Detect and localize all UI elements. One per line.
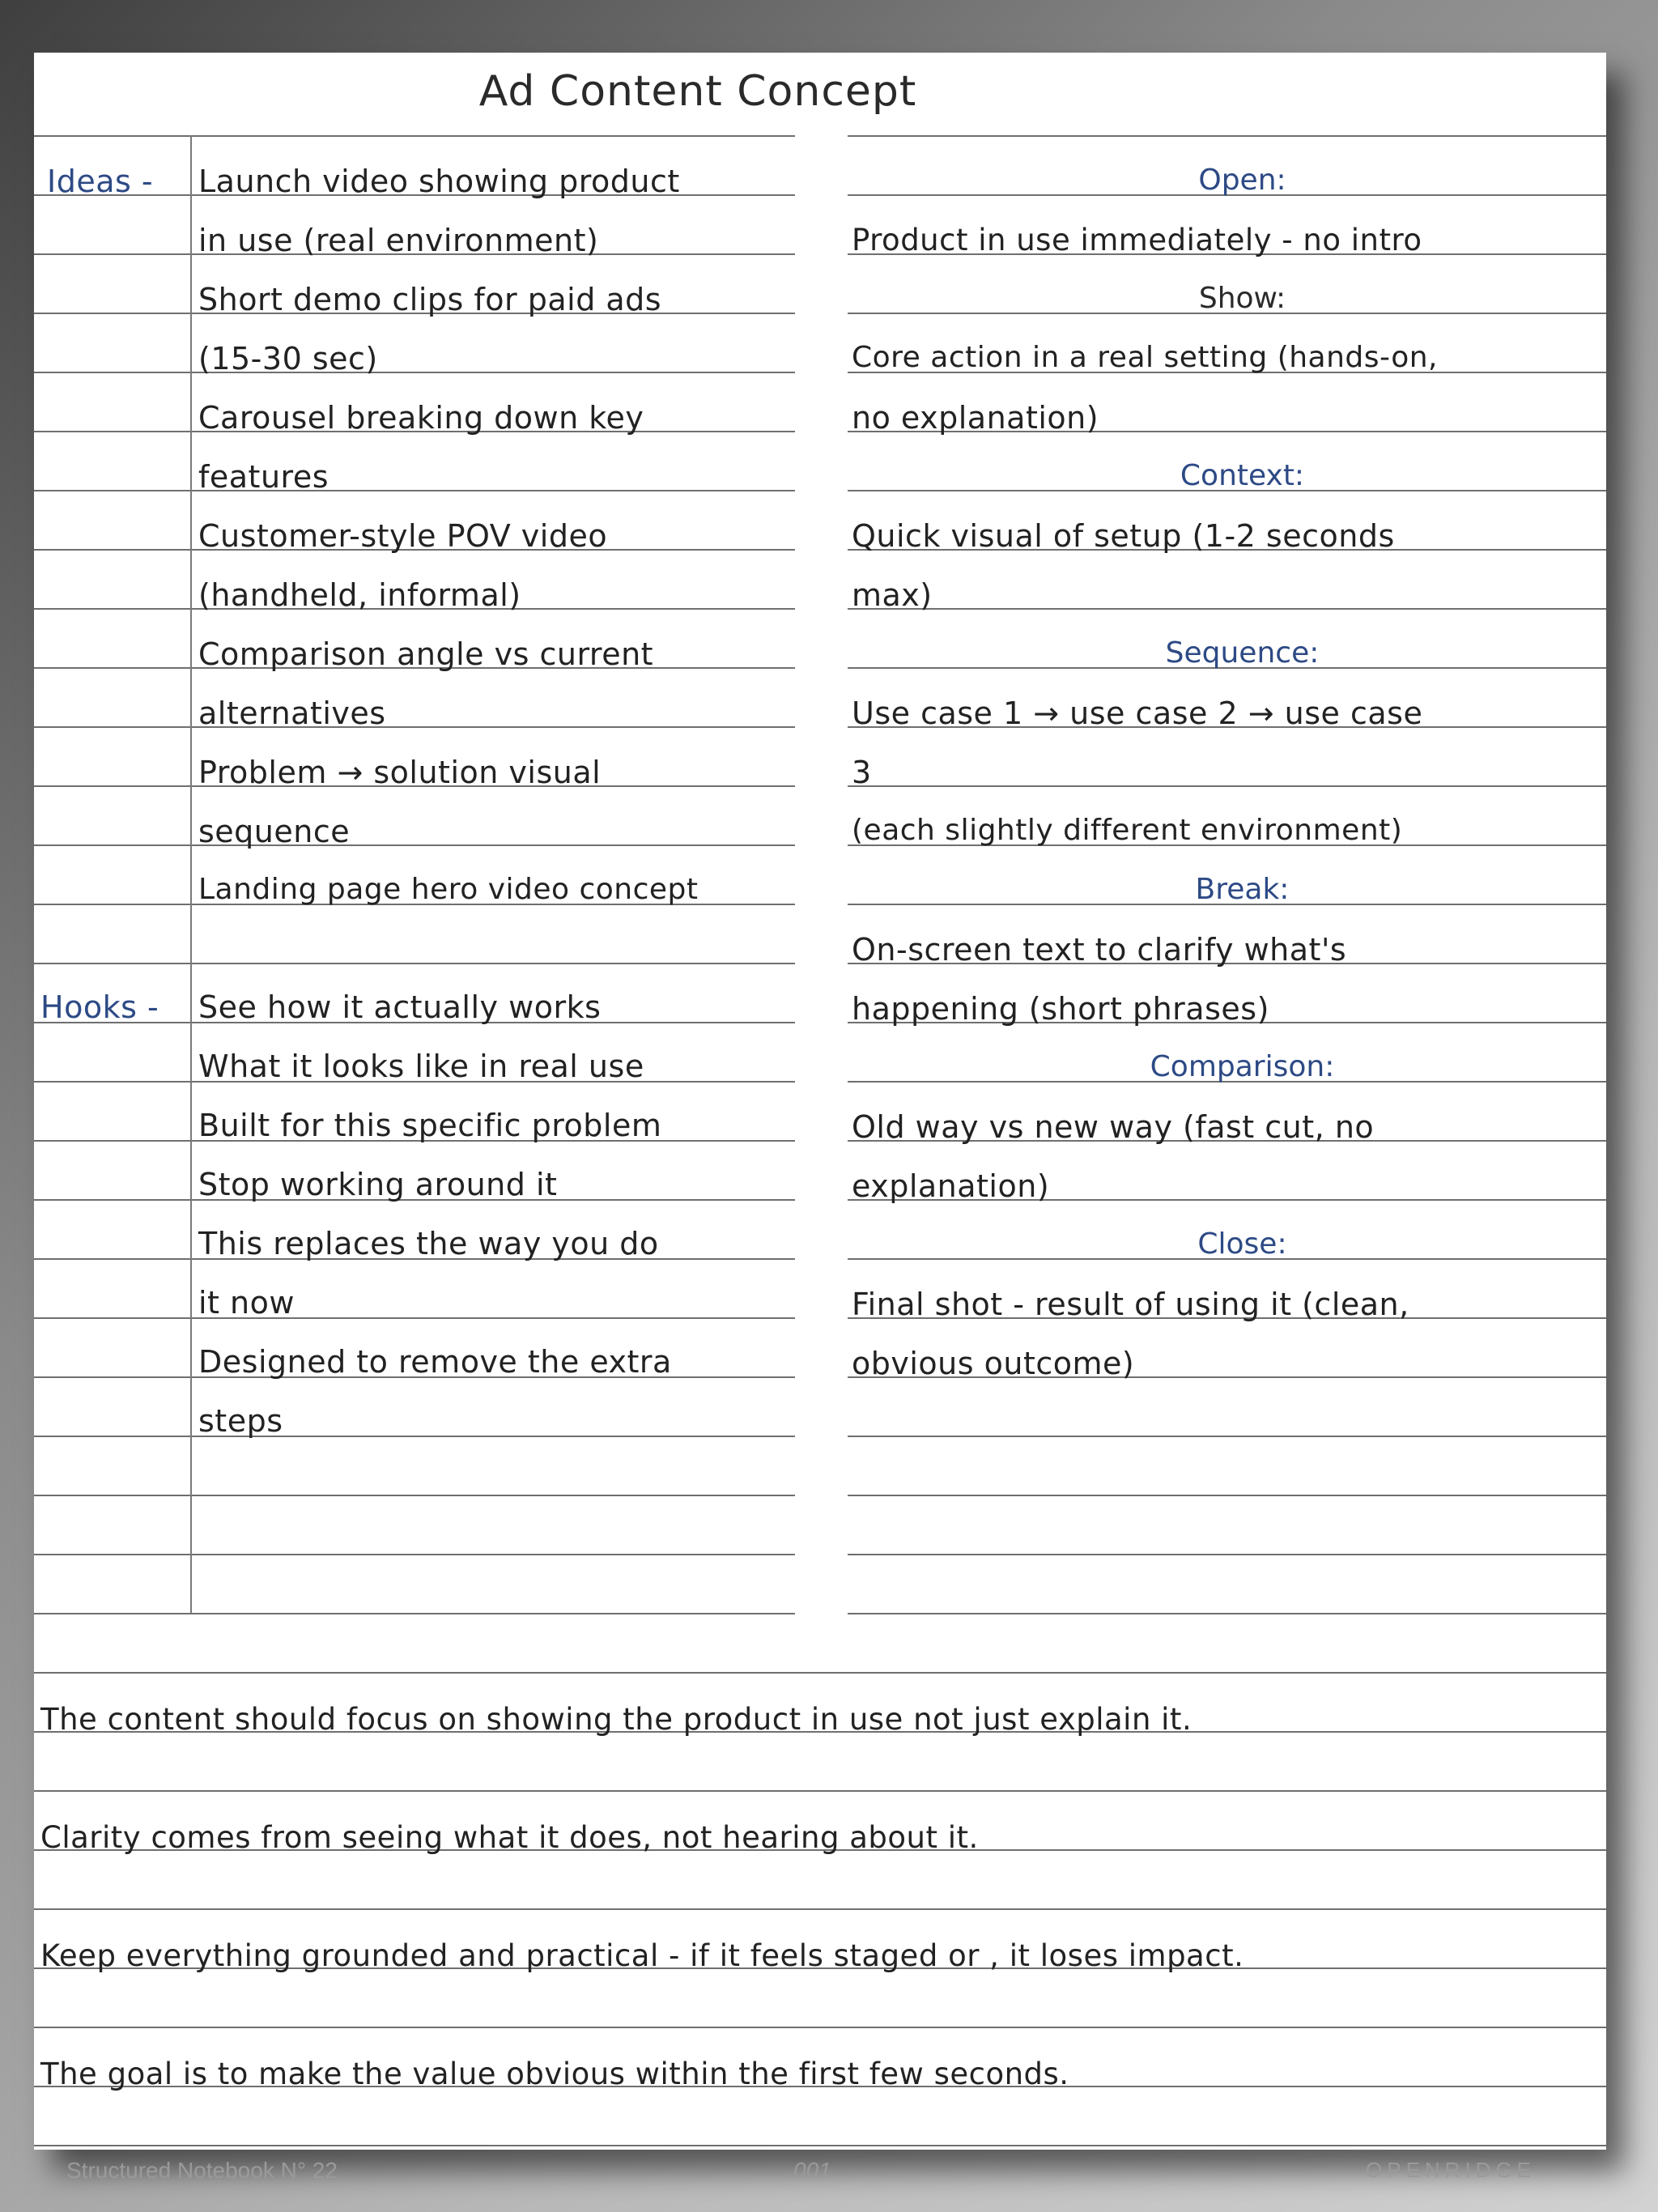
idea-line: (handheld, informal) <box>198 577 521 613</box>
rule-line <box>34 1613 795 1614</box>
break-line: On-screen text to clarify what's <box>852 932 1347 968</box>
context-line: Quick visual of setup (1-2 seconds <box>852 518 1395 554</box>
comparison-line: Old way vs new way (fast cut, no <box>852 1109 1375 1145</box>
rule-line <box>848 1436 1606 1437</box>
summary-note: The content should focus on showing the product in use not just explain it. <box>40 1702 1192 1737</box>
comparison-line: explanation) <box>852 1168 1050 1204</box>
open-heading: Open: <box>1198 164 1286 197</box>
sequence-heading: Sequence: <box>1165 636 1320 670</box>
rule-line <box>34 2145 1606 2146</box>
idea-line: Launch video showing product <box>198 164 680 199</box>
sequence-line: (each slightly different environment) <box>852 814 1403 847</box>
page-title: Ad Content Concept <box>478 67 917 116</box>
rule-line <box>34 490 795 491</box>
rule-line <box>34 1436 795 1437</box>
rule-line <box>34 726 795 728</box>
rule-line <box>848 785 1606 787</box>
hook-line: This replaces the way you do <box>198 1226 659 1261</box>
rule-line <box>34 1495 795 1496</box>
rule-line <box>34 1790 1606 1792</box>
idea-line: alternatives <box>198 696 386 731</box>
hooks-label: Hooks - <box>40 989 159 1025</box>
idea-line: Problem → solution visual <box>198 755 602 790</box>
idea-line: Comparison angle vs current <box>198 636 654 672</box>
notebook-page <box>34 53 1606 2183</box>
idea-line: Short demo clips for paid ads <box>198 282 662 317</box>
rule-line <box>34 844 795 846</box>
hook-line: Built for this specific problem <box>198 1108 662 1143</box>
rule-line <box>848 1613 1606 1614</box>
open-line: Product in use immediately - no intro <box>852 223 1422 257</box>
rule-line <box>34 1554 795 1555</box>
rule-line <box>34 963 795 964</box>
idea-line: Landing page hero video concept <box>198 873 699 906</box>
sequence-line: 3 <box>852 755 872 790</box>
summary-note: Clarity comes from seeing what it does, not hearing about it. <box>40 1820 979 1855</box>
brand-logo: OPENRIDGE <box>1366 2158 1537 2182</box>
hook-line: Designed to remove the extra <box>198 1344 672 1380</box>
summary-note: The goal is to make the value obvious within the first few seconds. <box>40 2057 1069 2091</box>
rule-line <box>848 1554 1606 1555</box>
idea-line: in use (real environment) <box>198 223 599 258</box>
page-number: 001 <box>793 2158 831 2183</box>
break-line: happening (short phrases) <box>852 991 1269 1027</box>
sequence-line: Use case 1 → use case 2 → use case <box>852 696 1423 731</box>
hook-line: Stop working around it <box>198 1167 558 1202</box>
rule-line <box>34 1672 1606 1674</box>
rule-line <box>848 1495 1606 1496</box>
hook-line: What it looks like in real use <box>198 1049 644 1084</box>
show-line: Core action in a real setting (hands-on, <box>852 341 1438 374</box>
hook-line: it now <box>198 1285 295 1321</box>
idea-line: features <box>198 459 329 495</box>
context-line: max) <box>852 577 933 613</box>
summary-note: Keep everything grounded and practical - if it feels staged or , it loses impact. <box>40 1938 1244 1973</box>
notebook-name: Structured Notebook N° 22 <box>66 2158 338 2183</box>
rule-line <box>34 372 795 373</box>
rule-line <box>848 608 1606 610</box>
break-heading: Break: <box>1195 873 1290 906</box>
margin-divider <box>190 135 192 1613</box>
comparison-heading: Comparison: <box>1150 1050 1335 1083</box>
idea-line: Customer-style POV video <box>198 518 608 554</box>
rule-line <box>34 2027 1606 2028</box>
show-heading: Show: <box>1198 282 1286 315</box>
context-heading: Context: <box>1180 459 1305 492</box>
rule-line <box>34 135 795 137</box>
rule-line <box>34 1317 795 1319</box>
close-line: obvious outcome) <box>852 1346 1135 1381</box>
rule-line <box>34 1908 1606 1910</box>
idea-line: (15-30 sec) <box>198 341 378 376</box>
rule-line <box>848 135 1606 137</box>
close-line: Final shot - result of using it (clean, <box>852 1287 1409 1322</box>
hook-line: See how it actually works <box>198 989 602 1025</box>
hook-line: steps <box>198 1403 283 1439</box>
ideas-label: Ideas - <box>47 164 154 199</box>
idea-line: Carousel breaking down key <box>198 400 644 436</box>
close-heading: Close: <box>1197 1227 1287 1261</box>
idea-line: sequence <box>198 814 351 849</box>
show-line: no explanation) <box>852 400 1099 436</box>
